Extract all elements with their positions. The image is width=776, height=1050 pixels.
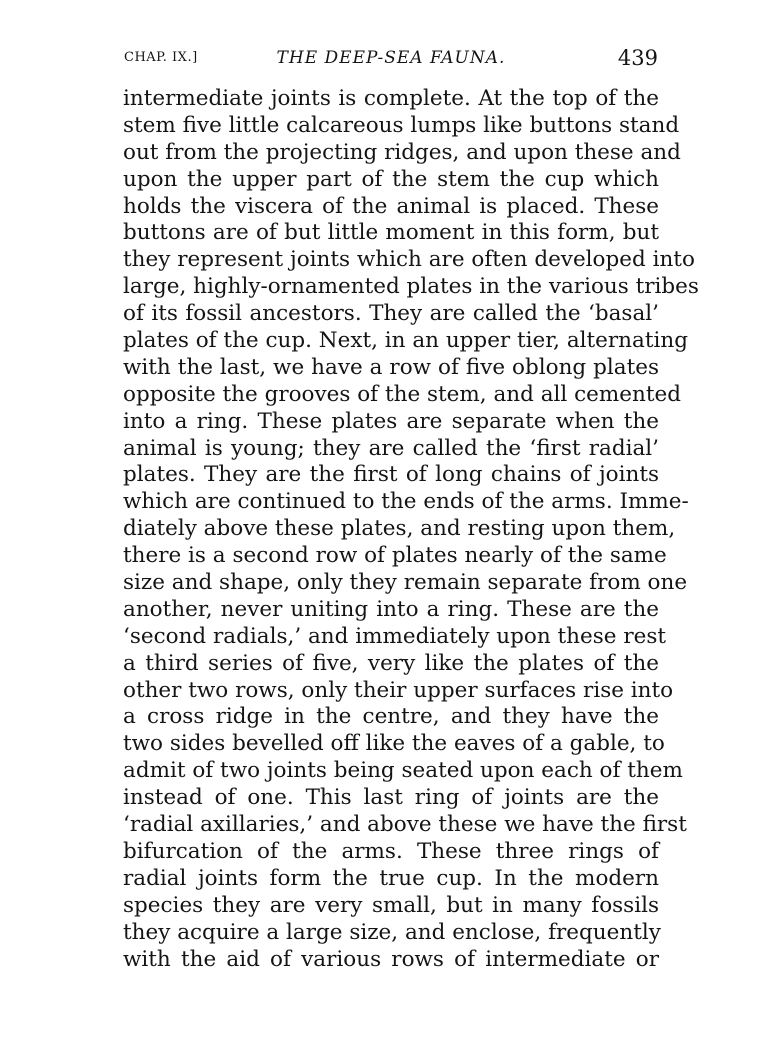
text-line: buttons are of but little moment in this form, but xyxy=(123,220,659,246)
text-line: other two rows, only their upper surfaces rise into xyxy=(123,677,674,703)
text-line: there is a second row of plates nearly of the same xyxy=(123,543,667,569)
text-line: they represent joints which are often developed into xyxy=(123,247,695,273)
text-line: plates. They are the first of long chains of joints xyxy=(123,462,659,488)
text-line: stem five little calcareous lumps like buttons stand xyxy=(123,112,680,138)
text-line: size and shape, only they remain separate from one xyxy=(123,570,688,596)
text-line: intermediate joints is complete. At the top of the xyxy=(123,86,659,111)
text-line: ‘second radials,’ and immediately upon these rest xyxy=(123,623,667,649)
text-line: into a ring. These plates are separate when the xyxy=(123,408,659,434)
text-line: with the last, we have a row of five oblong plates xyxy=(123,354,659,380)
chapter-label: CHAP. IX.] xyxy=(124,50,198,65)
page-number: 439 xyxy=(617,46,658,70)
text-line: large, highly-ornamented plates in the various tribes xyxy=(123,274,699,300)
text-line: instead of one. This last ring of joints are the xyxy=(123,785,659,811)
text-line: holds the viscera of the animal is placed. These xyxy=(123,193,659,219)
text-line: a cross ridge in the centre, and they have the xyxy=(123,704,659,730)
text-line: of its fossil ancestors. They are called the ‘basal’ xyxy=(123,301,659,327)
text-line: upon the upper part of the stem the cup which xyxy=(123,166,659,192)
text-line: radial joints form the true cup. In the modern xyxy=(123,865,659,891)
text-line: plates of the cup. Next, in an upper tier, alternating xyxy=(123,328,688,354)
text-line: diately above these plates, and resting upon them, xyxy=(123,516,676,542)
text-line: admit of two joints being seated upon each of them xyxy=(123,758,683,784)
text-line: bifurcation of the arms. These three rings of xyxy=(123,838,659,864)
running-title: THE DEEP-SEA FAUNA. xyxy=(276,48,506,68)
text-line: opposite the grooves of the stem, and all cemented xyxy=(123,381,681,407)
text-line: a third series of five, very like the plates of the xyxy=(123,650,659,676)
text-line: ‘radial axillaries,’ and above these we have the first xyxy=(123,812,687,838)
body-text xyxy=(123,86,699,973)
running-header xyxy=(124,44,658,74)
text-line: they acquire a large size, and enclose, frequently xyxy=(123,919,661,945)
text-line: animal is young; they are called the ‘first radial’ xyxy=(123,435,659,461)
text-line: which are continued to the ends of the arms. Imme- xyxy=(123,489,689,515)
text-line: another, never uniting into a ring. These are the xyxy=(123,596,659,622)
text-line: out from the projecting ridges, and upon these and xyxy=(123,139,681,165)
text-line: species they are very small, but in many fossils xyxy=(123,892,659,918)
text-line: two sides bevelled off like the eaves of a gable, to xyxy=(123,731,665,757)
text-line: with the aid of various rows of intermediate or xyxy=(123,946,659,972)
